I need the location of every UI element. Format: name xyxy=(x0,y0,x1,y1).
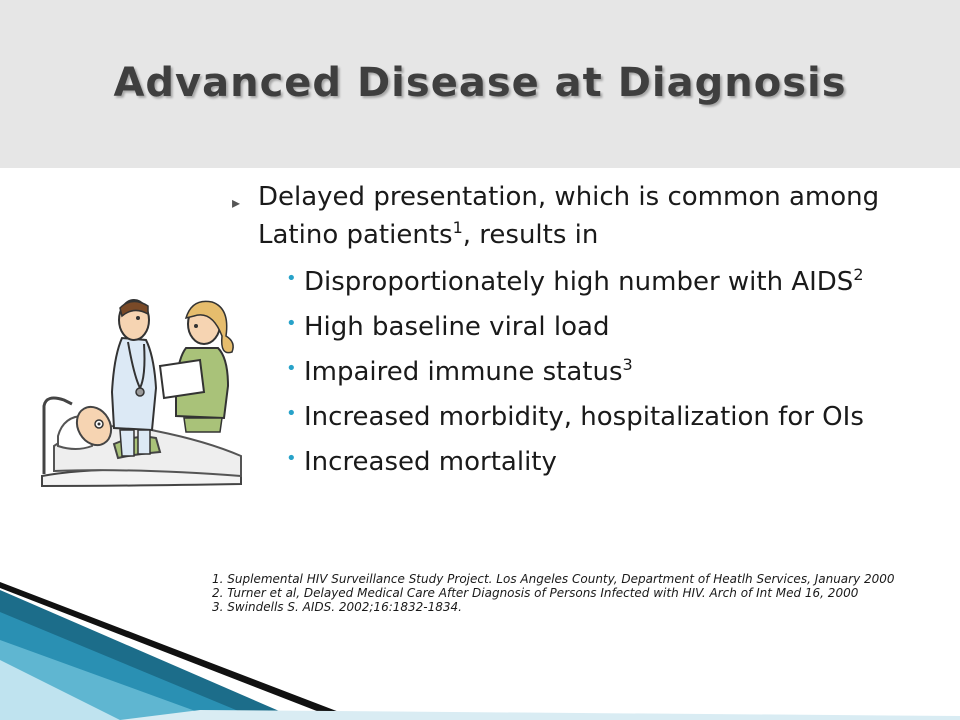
main-bullet xyxy=(232,178,932,254)
dot-icon: • xyxy=(286,448,297,469)
sub-bullet xyxy=(250,307,932,344)
sub-bullet-text: Increased mortality xyxy=(304,447,557,477)
sub-bullet-text: Impaired immune status xyxy=(304,357,623,387)
sub-bullet-ref: 3 xyxy=(622,355,633,374)
sub-bullet xyxy=(250,262,932,299)
dot-icon: • xyxy=(286,268,297,289)
slide-title: Advanced Disease at Diagnosis xyxy=(113,60,847,106)
main-bullet-suffix: , results in xyxy=(462,220,599,250)
sub-bullet xyxy=(250,352,932,389)
bullet-list xyxy=(232,178,932,479)
dot-icon: • xyxy=(286,358,297,379)
doctor-nurse-patient-illustration xyxy=(36,296,251,491)
reference-item: 1. Suplemental HIV Surveillance Study Project. Los Angeles County, Department of Heatlh Services, January 2000 xyxy=(212,572,895,586)
sub-bullet-text: High baseline viral load xyxy=(304,312,610,342)
sub-bullet-ref: 2 xyxy=(853,265,864,284)
sub-bullet-text: Disproportionately high number with AIDS xyxy=(304,267,854,297)
sub-bullet-text: Increased morbidity, hospitalization for OIs xyxy=(304,402,864,432)
sub-bullet xyxy=(250,397,932,434)
triangle-arrow-icon: ▸ xyxy=(232,193,241,212)
dot-icon: • xyxy=(286,313,297,334)
sub-bullet xyxy=(250,442,932,479)
dot-icon: • xyxy=(286,403,297,424)
reference-item: 3. Swindells S. AIDS. 2002;16:1832-1834. xyxy=(212,600,462,614)
main-bullet-text: Delayed presentation, which is common among Latino patients xyxy=(258,182,880,250)
reference-item: 2. Turner et al, Delayed Medical Care After Diagnosis of Persons Infected with HIV. Arch of Int Med 16, 2000 xyxy=(212,586,859,600)
main-bullet-ref: 1 xyxy=(452,218,463,237)
corner-decoration xyxy=(0,560,960,720)
